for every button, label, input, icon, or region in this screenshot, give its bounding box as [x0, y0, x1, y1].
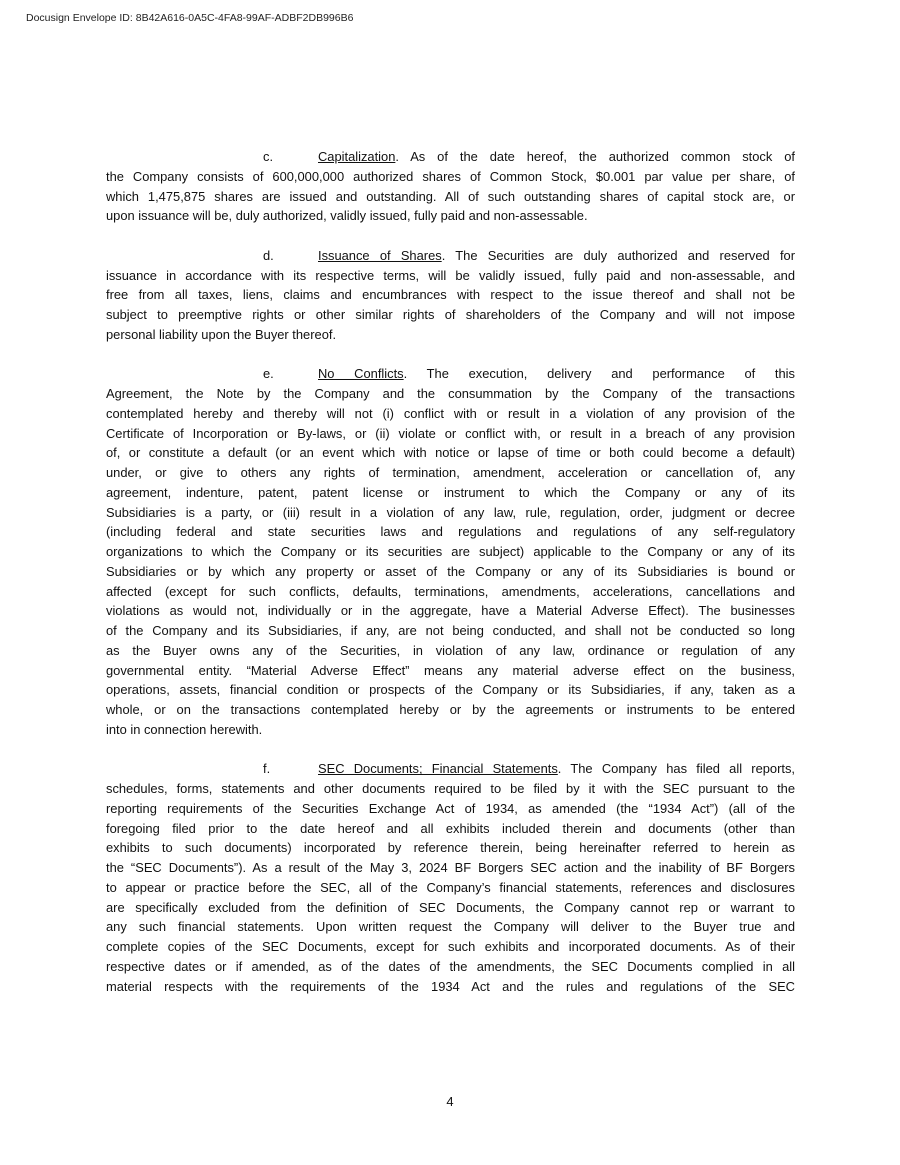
text-line: are specifically excluded from the definition of SEC Documents, the Company cannot rep or warrant to [106, 899, 795, 915]
section-first-text [318, 364, 795, 384]
text-line: material respects with the requirements of the 1934 Act and the rules and regulations of the SEC [106, 978, 795, 994]
text-line: contemplated hereby and thereby will not (i) conflict with or result in a violation of any provision of the [106, 405, 795, 421]
text-line: subject to preemptive rights or other similar rights of shareholders of the Company and will not impose [106, 307, 795, 322]
section-f [106, 759, 795, 996]
section-first-rest: . As of the date hereof, the authorized common stock of [395, 149, 795, 164]
text-line: agreement, indenture, patent, patent license or instrument to which the Company or any of its [106, 484, 795, 500]
section-letter: c. [263, 149, 274, 164]
text-line: of the Company and its Subsidiaries, if any, are not being conducted, and shall not be conducted so long [106, 623, 795, 638]
text-line: Agreement, the Note by the Company and the consummation by the Company of the transactions [106, 386, 795, 401]
section-first-rest: . The Securities are duly authorized and reserved for [441, 247, 795, 263]
text-line: as the Buyer owns any of the Securities, in violation of any law, ordinance or regulation of any [106, 642, 795, 658]
section-first-rest: . The execution, delivery and performance of this [403, 366, 795, 382]
text-line: into in connection herewith. [106, 721, 263, 737]
text-line: Certificate of Incorporation or By-laws, or (ii) violate or conflict with, or result in a breach of any provision [106, 425, 795, 441]
section-heading: No Conflicts [318, 366, 404, 382]
section-first-text [318, 246, 795, 266]
section-first-text [318, 759, 795, 779]
text-line: violations as would not, individually or in the aggregate, have a Material Adverse Effect). The businesses [106, 603, 795, 619]
section-first-line [106, 759, 795, 779]
text-line: to appear or practice before the SEC, all of the Company’s financial statements, references and disclosures [106, 879, 795, 895]
text-line: the “SEC Documents”). As a result of the May 3, 2024 BF Borgers SEC action and the inability of BF Borgers [106, 860, 795, 875]
text-line: governmental entity. “Material Adverse Effect” means any material adverse effect on the business, [106, 662, 795, 678]
document-body [106, 147, 795, 1016]
text-line: exhibits to such documents) incorporated by reference therein, being hereinafter referred to herein as [106, 840, 795, 856]
text-line: reporting requirements of the Securities Exchange Act of 1934, as amended (the “1934 Act”) (all of the [106, 800, 795, 816]
section-heading: Capitalization [318, 149, 396, 164]
text-line: which 1,475,875 shares are issued and outstanding. All of such outstanding shares of capital stock are, or [106, 188, 795, 204]
section-d [106, 246, 795, 345]
section-letter: e. [263, 366, 274, 382]
text-line: of, or constitute a default (or an event which with notice or lapse of time or both could become a default) [106, 445, 795, 461]
text-line: respective dates or if amended, as of the dates of the amendments, the SEC Documents complied in all [106, 958, 795, 974]
text-line: free from all taxes, liens, claims and encumbrances with respect to the issue thereof and shall not be [106, 287, 795, 303]
text-line: affected (except for such conflicts, defaults, terminations, amendments, accelerations, cancellations and [106, 583, 795, 599]
text-line: under, or give to others any rights of termination, amendment, acceleration or cancellation of, any [106, 465, 795, 480]
text-line: organizations to which the Company or its securities are subject) applicable to the Company or any of its [106, 544, 795, 559]
text-line: personal liability upon the Buyer thereof. [106, 326, 337, 342]
page-number: 4 [446, 1094, 454, 1109]
section-first-line [106, 147, 795, 167]
section-c [106, 147, 795, 226]
envelope-id: Docusign Envelope ID: 8B42A616-0A5C-4FA8-99AF-ADBF2DB996B6 [26, 12, 354, 24]
section-first-line [106, 246, 795, 266]
section-heading: Issuance of Shares [318, 247, 442, 263]
section-first-text [318, 147, 795, 167]
text-line: issuance in accordance with its respective terms, will be validly issued, fully paid and non-assessable, and [106, 267, 795, 283]
section-heading: SEC Documents; Financial Statements [318, 761, 558, 777]
text-line: Subsidiaries or by which any property or asset of the Company or any of its Subsidiaries is bound or [106, 563, 795, 579]
text-line: foregoing filed prior to the date hereof and all exhibits included therein and documents (other than [106, 820, 795, 836]
text-line: upon issuance will be, duly authorized, validly issued, fully paid and non-assessable. [106, 208, 588, 224]
text-line: any such financial statements. Upon written request the Company will deliver to the Buyer true and [106, 919, 795, 935]
text-line: whole, or on the transactions contemplated hereby or by the agreements or instruments to be entered [106, 702, 795, 717]
section-letter: d. [263, 247, 274, 263]
section-letter: f. [263, 761, 271, 777]
section-first-line [106, 364, 795, 384]
text-line: schedules, forms, statements and other documents required to be filed by it with the SEC pursuant to the [106, 781, 795, 796]
text-line: (including federal and state securities laws and regulations and regulations of any self-regulatory [106, 524, 795, 540]
text-line: complete copies of the SEC Documents, except for such exhibits and incorporated documents. As of their [106, 939, 795, 954]
text-line: Subsidiaries is a party, or (iii) result in a violation of any law, rule, regulation, order, judgment or decree [106, 504, 795, 520]
section-e [106, 364, 795, 739]
text-line: the Company consists of 600,000,000 authorized shares of Common Stock, $0.001 par value per share, of [106, 168, 795, 184]
text-line: operations, assets, financial condition or prospects of the Company or its Subsidiaries, if any, taken as a [106, 682, 795, 698]
section-first-rest: . The Company has filed all reports, [557, 761, 795, 777]
